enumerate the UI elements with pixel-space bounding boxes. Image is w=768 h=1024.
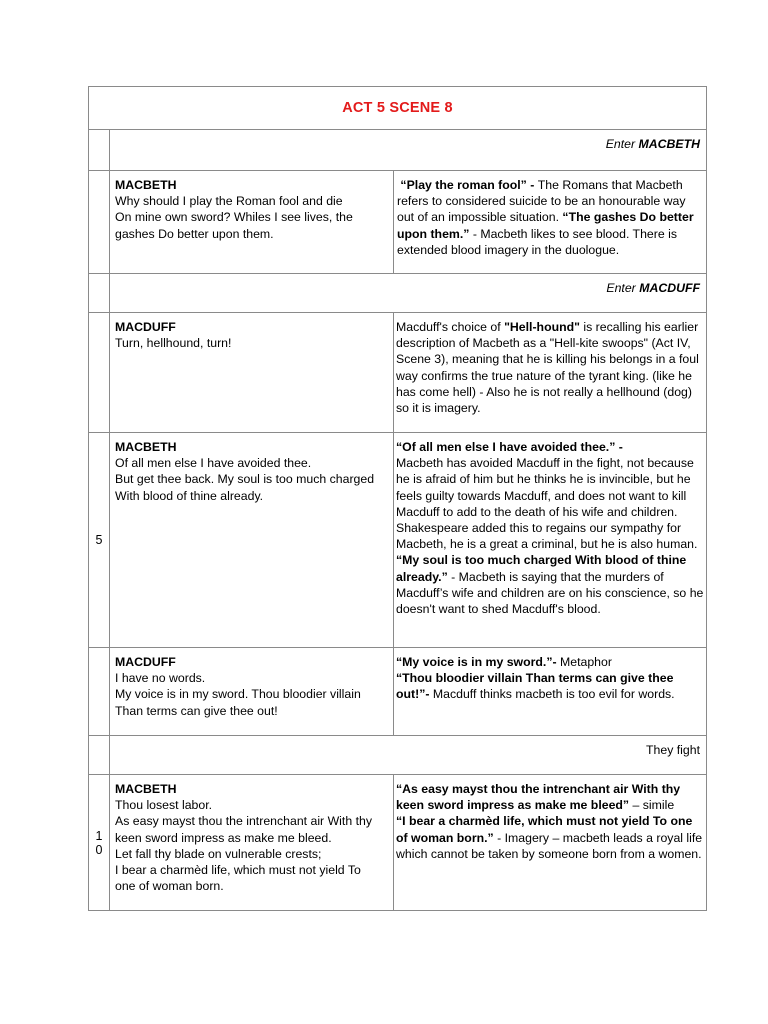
speech-cell [110, 775, 394, 911]
speaker-name: MACDUFF [115, 320, 176, 334]
table-row [89, 171, 707, 274]
speech-line: Turn, hellhound, turn! [115, 336, 232, 351]
speech-cell [110, 171, 394, 274]
table-row [89, 433, 707, 648]
speaker-name: MACBETH [115, 440, 177, 454]
speech-line: My voice is in my sword. Thou bloodier villain [115, 687, 361, 702]
line-number: 5 [89, 433, 110, 648]
table-row [89, 775, 707, 911]
speech-line: Why should I play the Roman fool and die [115, 194, 343, 209]
stage-direction-row [89, 130, 707, 171]
speech-line: As easy mayst thou the intrenchant air With thy [115, 814, 372, 829]
speech-line: I bear a charmèd life, which must not yield To [115, 863, 361, 878]
speech-cell [110, 433, 394, 648]
speech-line: one of woman born. [115, 879, 224, 894]
speech-line: With blood of thine already. [115, 488, 264, 503]
line-number: 1 0 [89, 775, 110, 911]
stage-direction: They fight [110, 736, 707, 775]
speech-cell [110, 648, 394, 736]
table-row [89, 313, 707, 433]
annotation-cell: “My voice is in my sword.”- Metaphor “Thou bloodier villain Than terms can give thee out!”- Macduff thinks macbeth is too evil for words. [394, 648, 707, 736]
annotation-cell: “Of all men else I have avoided thee.” - Macbeth has avoided Macduff in the fight, not because he is afraid of him but he thinks he is invincible, but he feels guilty towards Macduff, and does not want to kill Macduff to add to the death of his wife and children. Shakespeare added this to regains our sympathy for Macbeth, he is a great a criminal, but he is also human. “My soul is too much charged With blood of thine already.” - Macbeth is saying that the murders of Macduff’s wife and children are on his conscience, so he doesn't want to shed Macduff's blood. [394, 433, 707, 648]
speech-line: Of all men else I have avoided thee. [115, 456, 312, 471]
annotation-cell: “As easy mayst thou the intrenchant air With thy keen sword impress as make me bleed” – simile “I bear a charmèd life, which must not yield To one of woman born.” - Imagery – macbeth leads a royal life which cannot be taken by someone born from a women. [394, 775, 707, 911]
speech-line: Than terms can give thee out! [115, 703, 278, 718]
stage-direction-row [89, 736, 707, 775]
speech-line: Let fall thy blade on vulnerable crests; [115, 846, 322, 861]
speech-line: Thou losest labor. [115, 798, 213, 813]
speaker-name: MACBETH [115, 178, 177, 192]
annotation-cell: Macduff's choice of "Hell-hound" is recalling his earlier description of Macbeth as a "Hell-kite swoops" (Act IV, Scene 3), meaning that he is killing his belongs in a foul way confirms the true nature of the tyrant king. (like he has come hell) - Also he is not really a hellhound (dog) so it is imagery. [394, 313, 707, 433]
speech-line: gashes Do better upon them. [115, 226, 274, 241]
script-page [88, 86, 707, 911]
scene-title: ACT 5 SCENE 8 [89, 87, 707, 130]
speech-line: keen sword impress as make me bleed. [115, 830, 332, 845]
annotation-cell: “Play the roman fool” - The Romans that Macbeth refers to considered suicide to be an honourable way out of an impossible situation. “The gashes Do better upon them.” - Macbeth likes to see blood. There is extended blood imagery in the duologue. [394, 171, 707, 274]
speech-cell [110, 313, 394, 433]
stage-direction: Enter MACBETH [110, 130, 707, 171]
stage-direction-row [89, 274, 707, 313]
speech-line: But get thee back. My soul is too much charged [115, 472, 375, 487]
speech-line: On mine own sword? Whiles I see lives, the [115, 210, 353, 225]
table-row [89, 648, 707, 736]
script-table [88, 86, 707, 911]
title-row [89, 87, 707, 130]
stage-direction: Enter MACDUFF [110, 274, 707, 313]
speaker-name: MACBETH [115, 782, 177, 796]
speaker-name: MACDUFF [115, 655, 176, 669]
speech-line: I have no words. [115, 671, 206, 686]
